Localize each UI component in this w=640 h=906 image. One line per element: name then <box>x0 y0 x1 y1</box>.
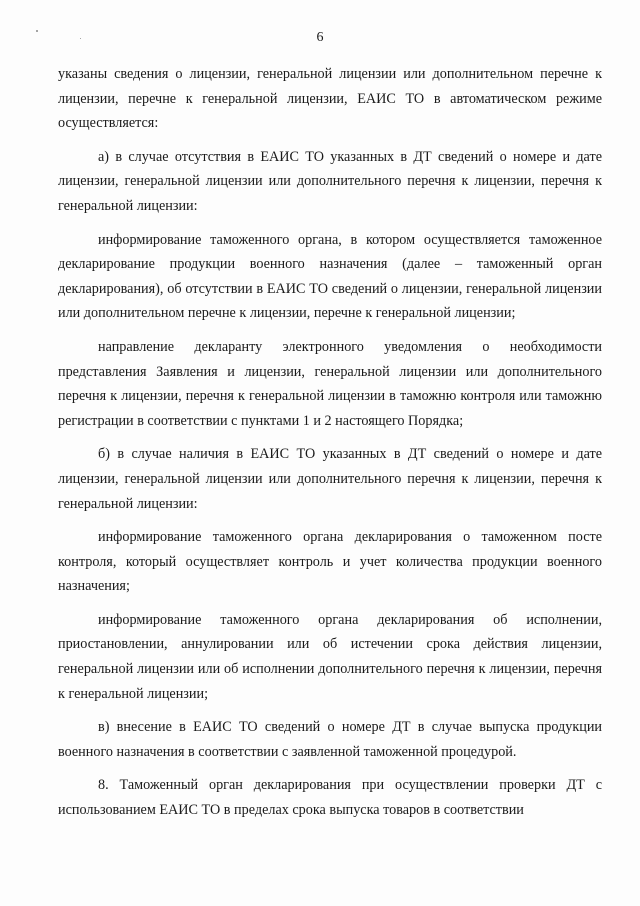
paragraph-a: а) в случае отсутствия в ЕАИС ТО указанных в ДТ сведений о номере и дате лицензии, генеральной лицензии или дополнительного перечня к лицензии, перечня к генеральной лицензии: <box>58 148 602 214</box>
paragraph-c: в) внесение в ЕАИС ТО сведений о номере ДТ в случае выпуска продукции военного назначения в соответствии с заявленной таможенной процедурой. <box>58 719 602 760</box>
page-number: 6 <box>316 30 324 45</box>
paragraph-b-inform-post: информирование таможенного органа декларирования о таможенном посте контроля, который осуществляет контроль и учет количества продукции военного назначения; <box>58 529 602 595</box>
paragraph-b-inform-status: информирование таможенного органа декларирования об исполнении, приостановлении, аннулировании или об истечении срока действия лицензии, генеральной лицензии или об исполнении дополнительного перечня к лицензии, перечня к генеральной лицензии; <box>58 611 602 702</box>
paragraph-a-inform: информирование таможенного органа, в котором осуществляется таможенное декларирование продукции военного назначения (далее – таможенный орган декларирования), об отсутствии в ЕАИС ТО сведений о лицензии, генеральной лицензии или дополнительном перечне к лицензии, перечне к генеральной лицензии; <box>58 231 602 322</box>
paragraph-intro: указаны сведения о лицензии, генеральной лицензии или дополнительном перечне к лицензии, перечне к генеральной лицензии, ЕАИС ТО в автоматическом режиме осуществляется: <box>58 66 602 132</box>
document-body <box>58 62 602 823</box>
paragraph-b: б) в случае наличия в ЕАИС ТО указанных в ДТ сведений о номере и дате лицензии, генеральной лицензии или дополнительного перечня к лицензии, перечня к генеральной лицензии: <box>58 446 602 512</box>
paragraph-8: 8. Таможенный орган декларирования при осуществлении проверки ДТ с использованием ЕАИС ТО в пределах срока выпуска товаров в соответствии <box>58 777 602 819</box>
paragraph-a-notify: направление декларанту электронного уведомления о необходимости представления Заявления и лицензии, генеральной лицензии или дополнительного перечня к лицензии, перечня к генеральной лицензии в таможню контроля или таможню регистрации в соответствии с пунктами 1 и 2 настоящего Порядка; <box>58 338 602 429</box>
